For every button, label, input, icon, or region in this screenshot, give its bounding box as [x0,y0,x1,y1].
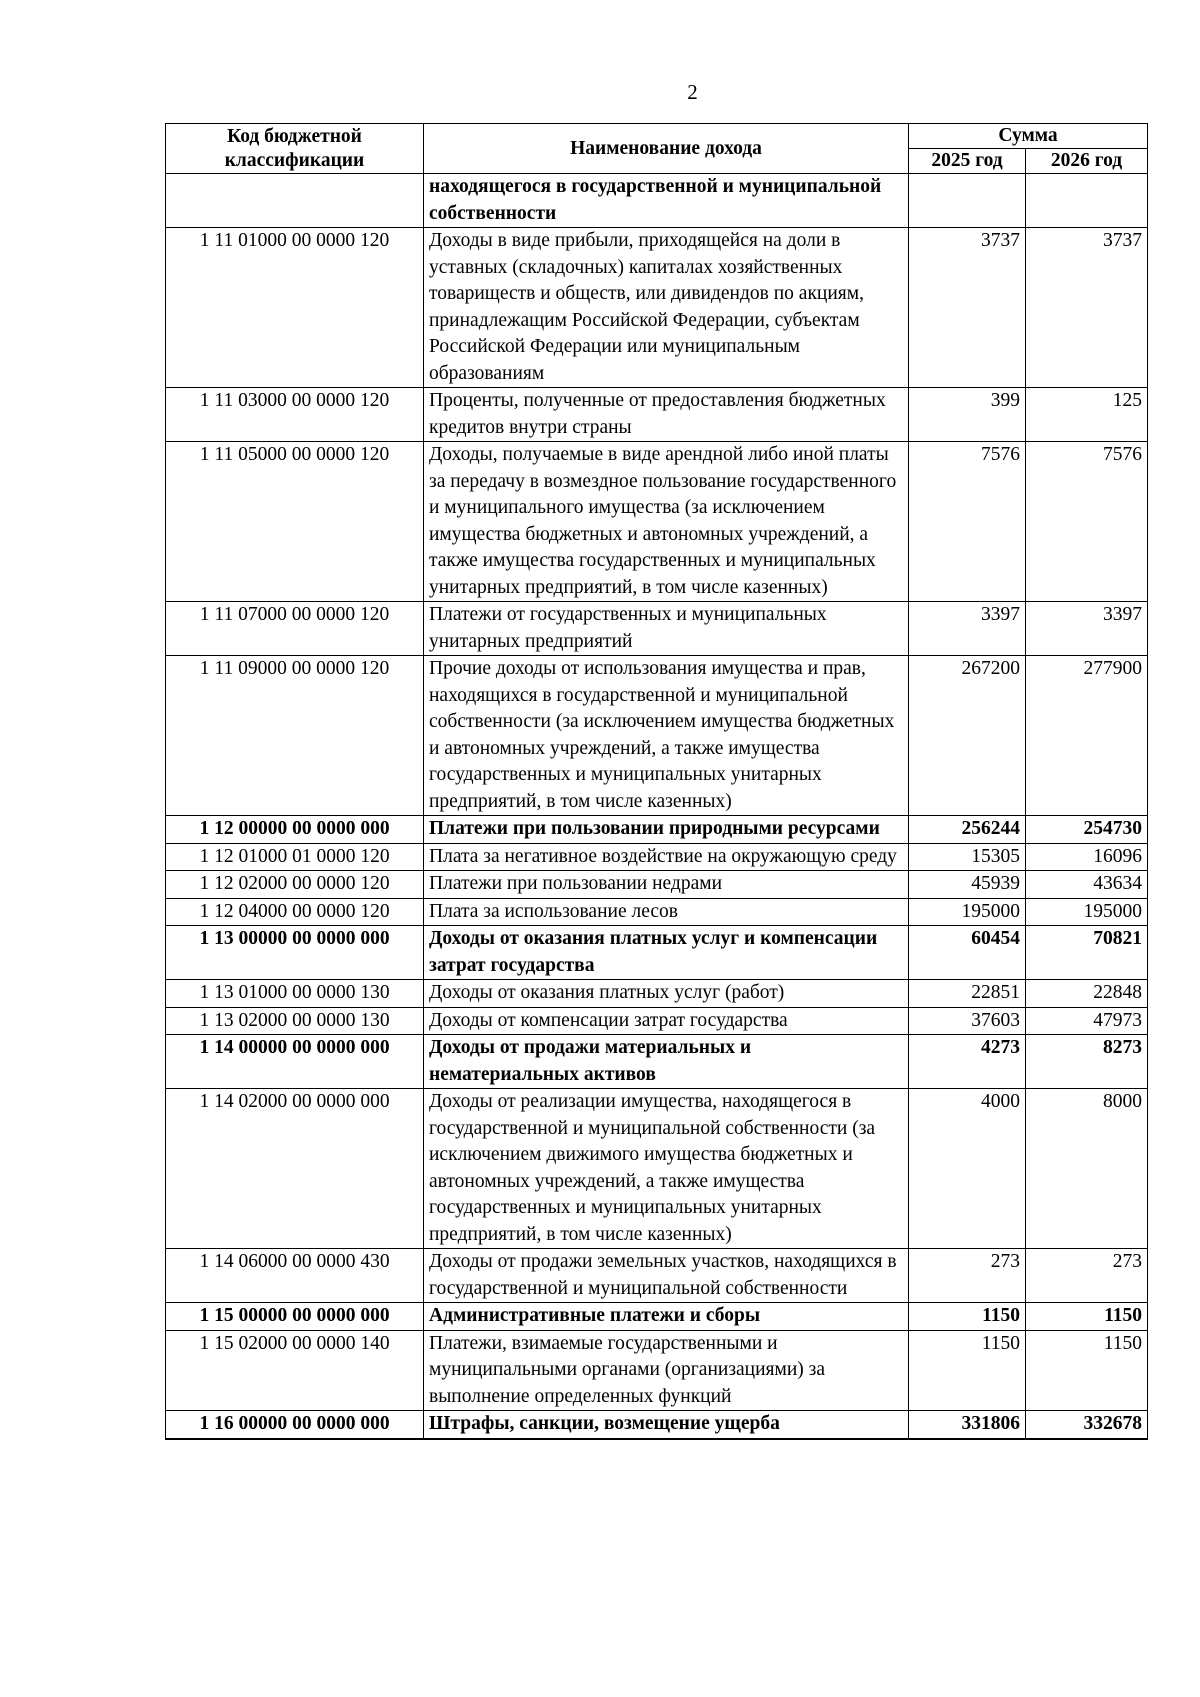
cell-code: 1 16 00000 00 0000 000 [166,1411,424,1439]
cell-2025: 15305 [909,843,1026,871]
table-row [166,980,1148,1008]
cell-2026: 70821 [1026,926,1148,980]
cell-name: Административные платежи и сборы [424,1303,909,1331]
table-row [166,1089,1148,1249]
cell-name: Доходы от продажи материальных и нематериальных активов [424,1035,909,1089]
cell-2026: 332678 [1026,1411,1148,1439]
cell-name: Доходы от реализации имущества, находящегося в государственной и муниципальной собственности (за исключением движимого имущества бюджетных и автономных учреждений, а также имущества государственных и муниципальных унитарных предприятий, в том числе казенных) [424,1089,909,1249]
cell-2025: 1150 [909,1303,1026,1331]
cell-2026: 3737 [1026,228,1148,388]
cell-code: 1 14 02000 00 0000 000 [166,1089,424,1249]
table-row [166,1411,1148,1439]
cell-2025: 1150 [909,1330,1026,1411]
table-body [166,174,1148,1439]
table-row [166,1007,1148,1035]
cell-2026: 125 [1026,388,1148,442]
table-row [166,1035,1148,1089]
table-row [166,816,1148,844]
table-row [166,1330,1148,1411]
cell-code: 1 15 00000 00 0000 000 [166,1303,424,1331]
cell-name: Доходы от оказания платных услуг и компенсации затрат государства [424,926,909,980]
table-row [166,388,1148,442]
cell-2026: 47973 [1026,1007,1148,1035]
cell-name: Плата за негативное воздействие на окружающую среду [424,843,909,871]
cell-code: 1 11 03000 00 0000 120 [166,388,424,442]
cell-name: Платежи при пользовании природными ресурсами [424,816,909,844]
table-row [166,1249,1148,1303]
cell-2026: 43634 [1026,871,1148,899]
cell-code: 1 12 00000 00 0000 000 [166,816,424,844]
cell-code: 1 11 01000 00 0000 120 [166,228,424,388]
table-row [166,898,1148,926]
table-row [166,843,1148,871]
cell-code: 1 14 00000 00 0000 000 [166,1035,424,1089]
header-sum: Сумма [909,124,1148,149]
cell-2025: 22851 [909,980,1026,1008]
header-code: Код бюджетной классификации [166,124,424,174]
cell-2025: 256244 [909,816,1026,844]
cell-2025: 7576 [909,442,1026,602]
table-row [166,656,1148,816]
cell-name: Платежи при пользовании недрами [424,871,909,899]
header-year-2026: 2026 год [1026,149,1148,174]
cell-2026: 277900 [1026,656,1148,816]
cell-2026: 3397 [1026,602,1148,656]
cell-2026: 1150 [1026,1303,1148,1331]
cell-name: Прочие доходы от использования имущества и прав, находящихся в государственной и муниципальной собственности (за исключением имущества бюджетных и автономных учреждений, а также имущества государственных и муниципальных унитарных предприятий, в том числе казенных) [424,656,909,816]
cell-name: Платежи от государственных и муниципальных унитарных предприятий [424,602,909,656]
cell-code: 1 11 09000 00 0000 120 [166,656,424,816]
cell-2025: 3737 [909,228,1026,388]
cell-name: Плата за использование лесов [424,898,909,926]
cell-code: 1 12 01000 01 0000 120 [166,843,424,871]
cell-2025: 267200 [909,656,1026,816]
cell-2026: 7576 [1026,442,1148,602]
cell-code: 1 15 02000 00 0000 140 [166,1330,424,1411]
table-row [166,442,1148,602]
cell-2026: 254730 [1026,816,1148,844]
cell-2025: 45939 [909,871,1026,899]
cell-code: 1 13 00000 00 0000 000 [166,926,424,980]
cell-code: 1 13 01000 00 0000 130 [166,980,424,1008]
cell-2026: 8273 [1026,1035,1148,1089]
cell-2026: 1150 [1026,1330,1148,1411]
cell-2025: 60454 [909,926,1026,980]
page-number: 2 [687,80,698,104]
table-row [166,871,1148,899]
cell-2025: 399 [909,388,1026,442]
cell-code [166,174,424,228]
revenue-table [165,123,1148,1440]
table-row [166,602,1148,656]
cell-code: 1 12 02000 00 0000 120 [166,871,424,899]
cell-2026: 8000 [1026,1089,1148,1249]
cell-name: Доходы, получаемые в виде арендной либо иной платы за передачу в возмездное пользование государственного и муниципального имущества (за исключением имущества бюджетных и автономных учреждений, а также имущества государственных и муниципальных унитарных предприятий, в том числе казенных) [424,442,909,602]
cell-code: 1 13 02000 00 0000 130 [166,1007,424,1035]
header-name: Наименование дохода [424,124,909,174]
cell-2025: 4273 [909,1035,1026,1089]
table-row [166,228,1148,388]
cell-2026: 273 [1026,1249,1148,1303]
cell-2025: 195000 [909,898,1026,926]
cell-name: Доходы от компенсации затрат государства [424,1007,909,1035]
table-row [166,1303,1148,1331]
table-row [166,926,1148,980]
cell-name: Доходы в виде прибыли, приходящейся на доли в уставных (складочных) капиталах хозяйственных товариществ и обществ, или дивидендов по акциям, принадлежащим Российской Федерации, субъектам Российской Федерации или муниципальным образованиям [424,228,909,388]
cell-2025: 331806 [909,1411,1026,1439]
cell-2025: 273 [909,1249,1026,1303]
cell-2026: 195000 [1026,898,1148,926]
cell-2026: 16096 [1026,843,1148,871]
cell-2025: 4000 [909,1089,1026,1249]
table-header [166,124,1148,174]
cell-2026: 22848 [1026,980,1148,1008]
cell-name: Доходы от продажи земельных участков, находящихся в государственной и муниципальной собственности [424,1249,909,1303]
cell-code: 1 11 07000 00 0000 120 [166,602,424,656]
cell-name: Платежи, взимаемые государственными и муниципальными органами (организациями) за выполнение определенных функций [424,1330,909,1411]
cell-name: Штрафы, санкции, возмещение ущерба [424,1411,909,1439]
cell-2025: 37603 [909,1007,1026,1035]
cell-name: находящегося в государственной и муниципальной собственности [424,174,909,228]
cell-name: Доходы от оказания платных услуг (работ) [424,980,909,1008]
cell-code: 1 11 05000 00 0000 120 [166,442,424,602]
cell-2025 [909,174,1026,228]
table-row [166,174,1148,228]
cell-code: 1 14 06000 00 0000 430 [166,1249,424,1303]
cell-2025: 3397 [909,602,1026,656]
cell-name: Проценты, полученные от предоставления бюджетных кредитов внутри страны [424,388,909,442]
header-year-2025: 2025 год [909,149,1026,174]
cell-2026 [1026,174,1148,228]
cell-code: 1 12 04000 00 0000 120 [166,898,424,926]
